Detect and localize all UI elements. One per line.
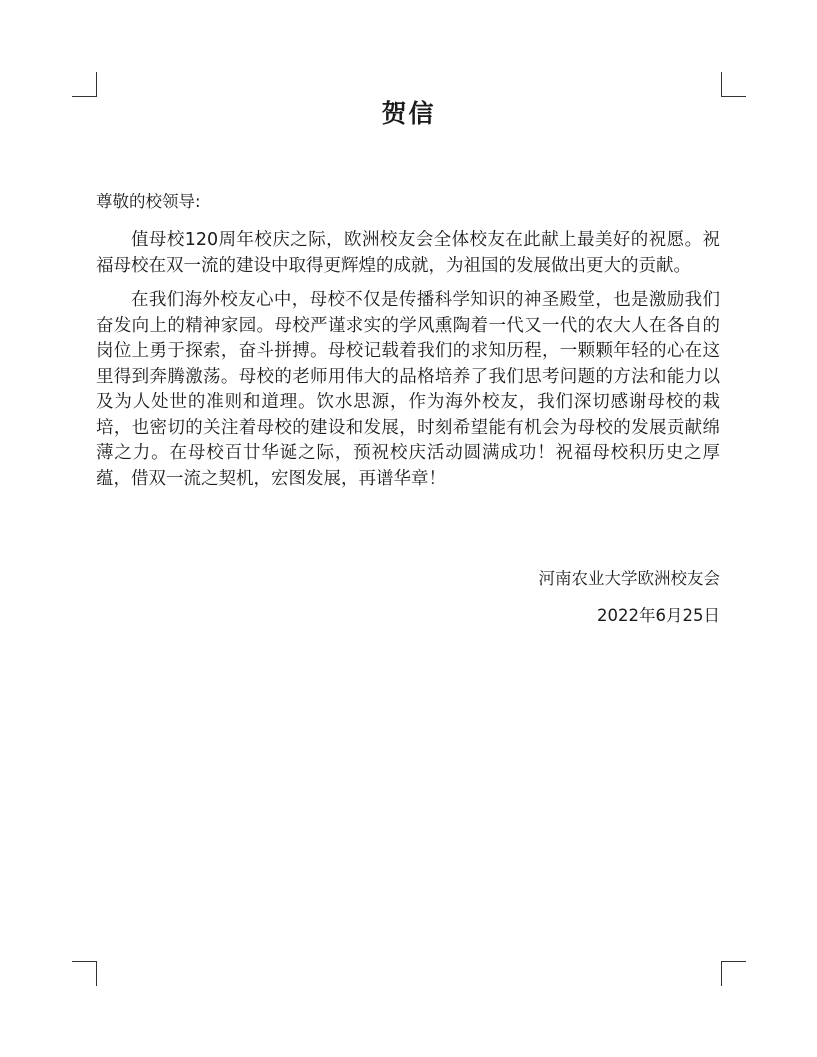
paragraph-2: 在我们海外校友心中，母校不仅是传播科学知识的神圣殿堂，也是激励我们奋发向上的精神家园。母校严谨求实的学风熏陶着一代又一代的农大人在各自的岗位上勇于探索，奋斗拼搏。母校记载着我们的求知历程，一颗颗年轻的心在这里得到奔腾激荡。母校的老师用伟大的品格培养了我们思考问题的方法和能力以及为人处世的准则和道理。饮水思源，作为海外校友，我们深切感谢母校的栽培，也密切的关注着母校的建设和发展，时刻希望能有机会为母校的发展贡献绵薄之力。在母校百廿华诞之际，预祝校庆活动圆满成功！祝福母校积历史之厚蕴，借双一流之契机，宏图发展，再谱华章！	[96, 290, 720, 489]
crop-mark-top-right	[721, 72, 746, 97]
letter-title: 贺信	[381, 99, 436, 128]
signature-date: 2022年6月25日	[597, 606, 720, 625]
salutation: 尊敬的校领导:	[96, 192, 201, 211]
paragraph-1: 值母校120周年校庆之际，欧洲校友会全体校友在此献上最美好的祝愿。祝福母校在双一流的建设中取得更辉煌的成就，为祖国的发展做出更大的贡献。	[96, 230, 720, 276]
crop-mark-top-left	[72, 72, 97, 97]
signature-organization: 河南农业大学欧洲校友会	[538, 569, 720, 588]
crop-mark-bottom-right	[721, 961, 746, 986]
crop-mark-bottom-left	[72, 961, 97, 986]
